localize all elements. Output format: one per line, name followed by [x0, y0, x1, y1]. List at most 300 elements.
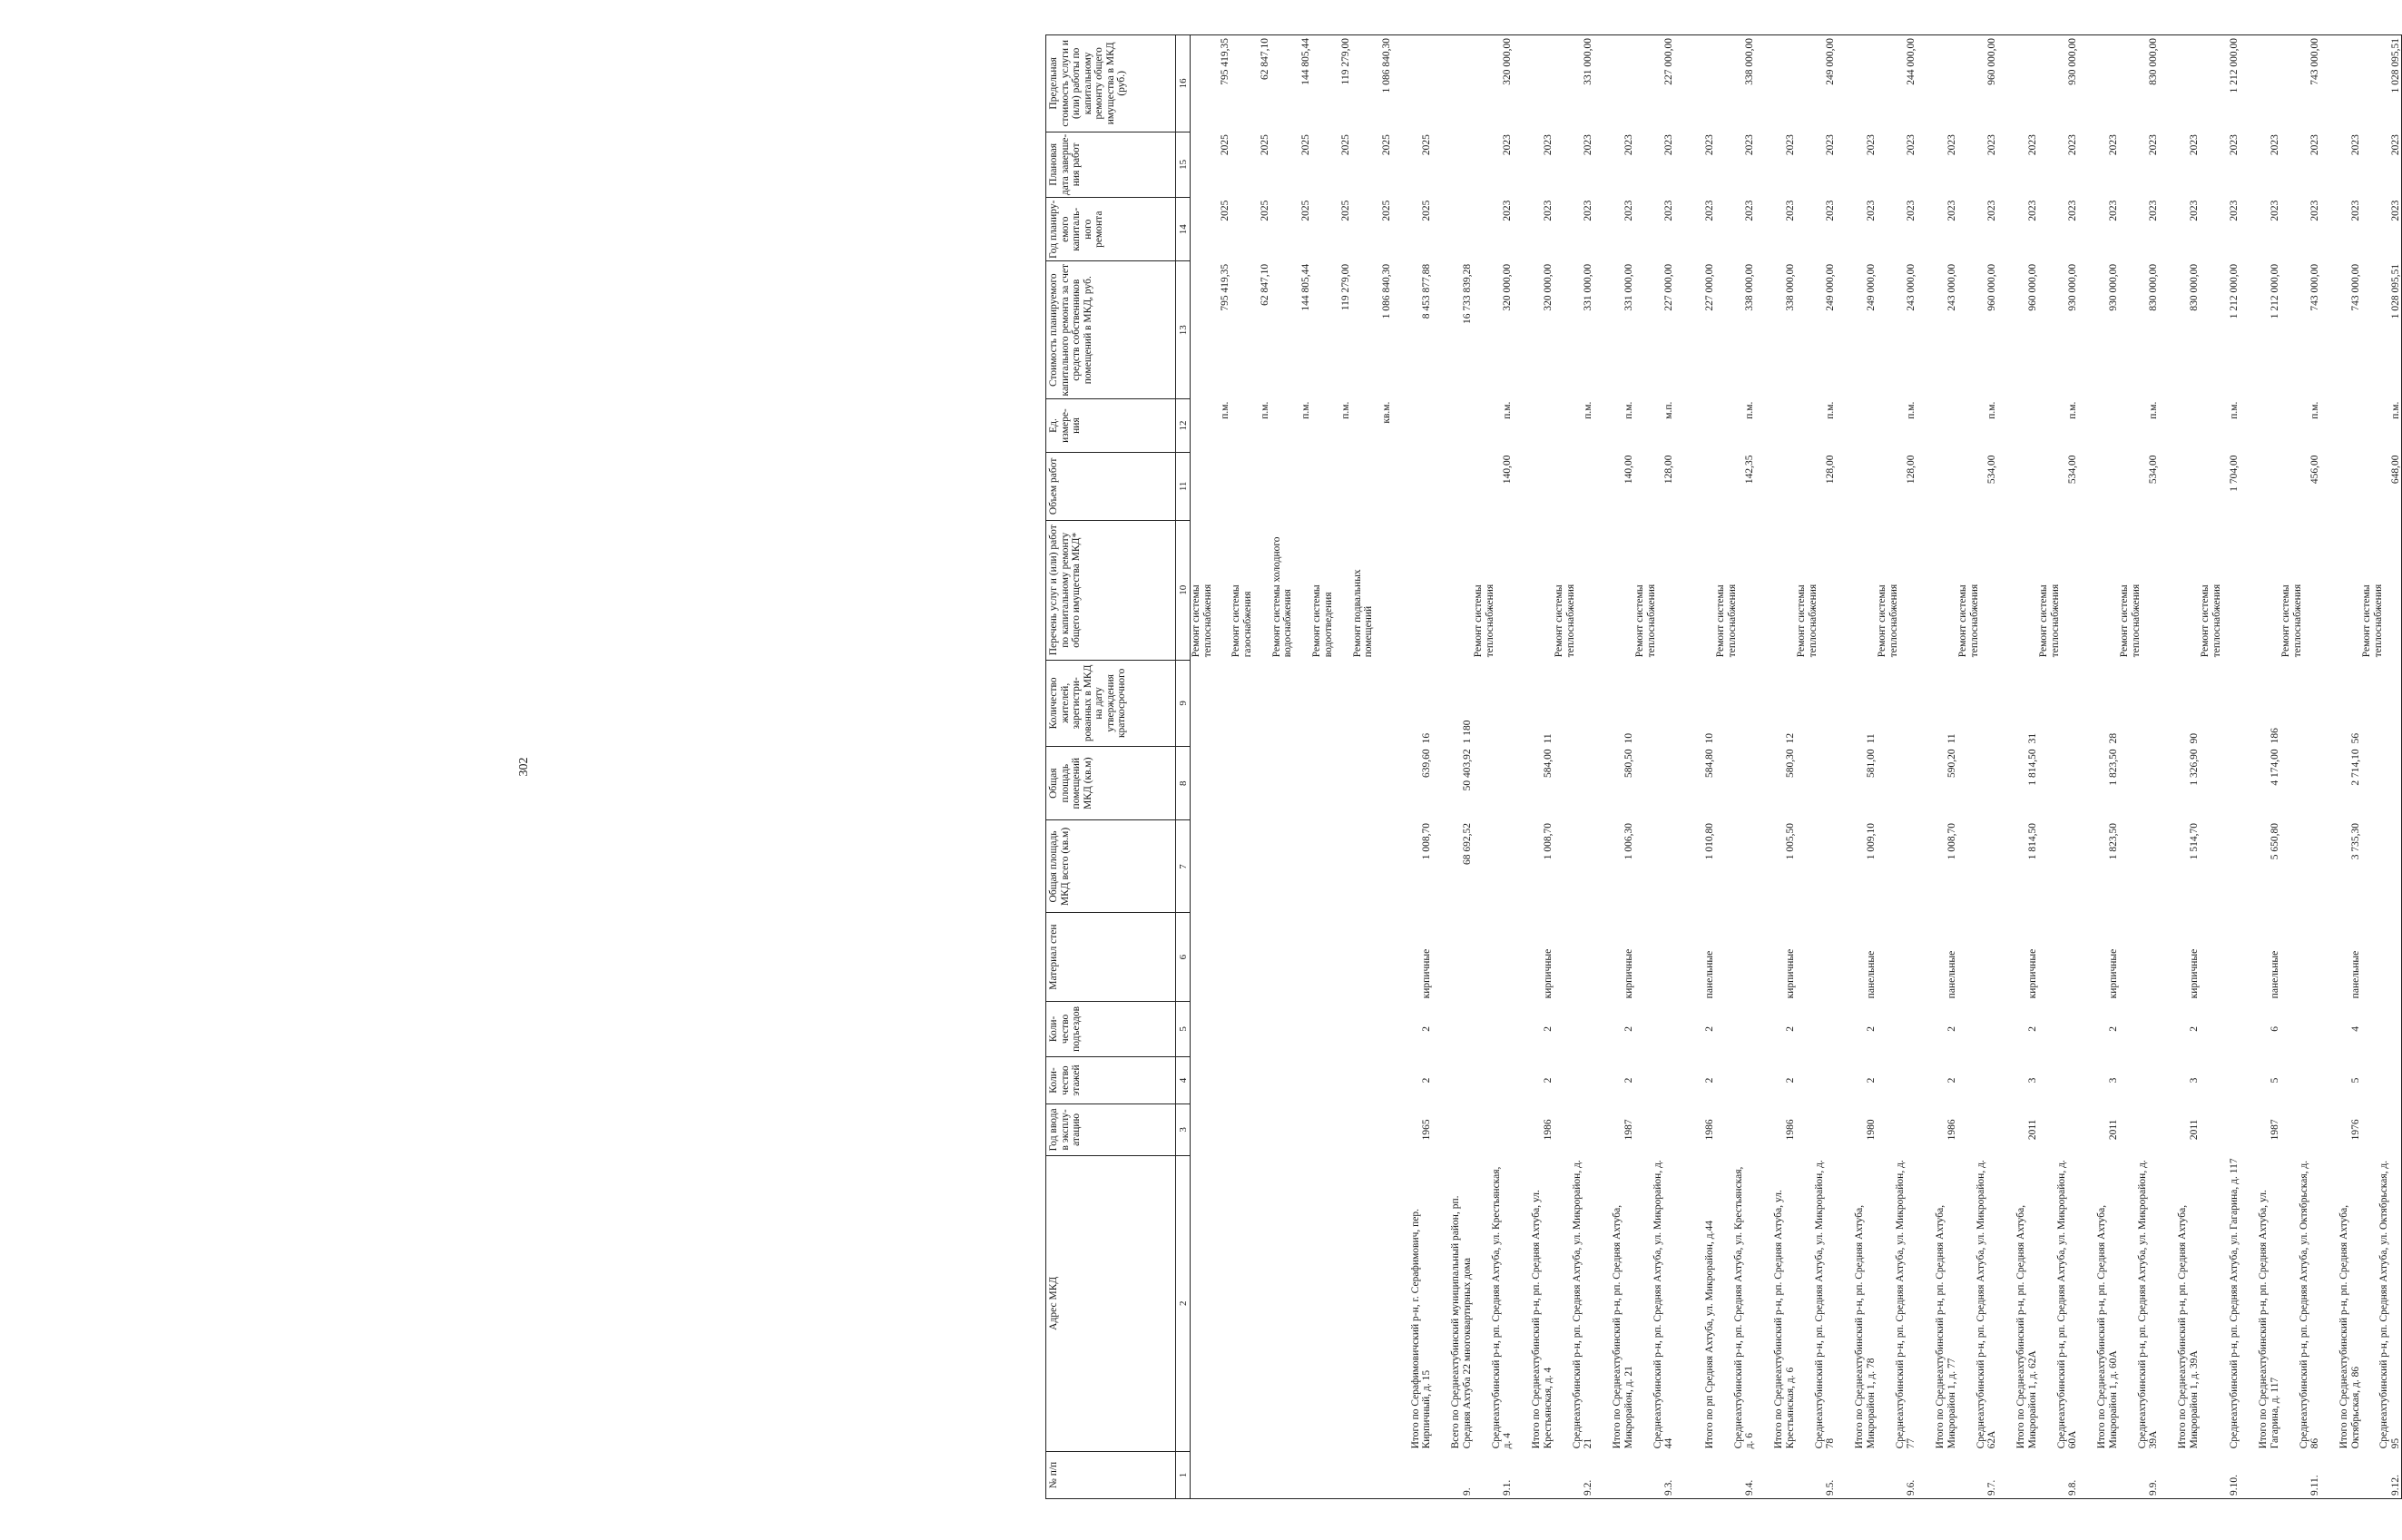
work-description-cell — [1998, 520, 2039, 660]
completion-date-cell: 2023 — [2349, 134, 2361, 156]
max-cost-cell — [2321, 35, 2362, 132]
wall-material-cell — [1191, 913, 1231, 1001]
year-built-cell — [2038, 1104, 2079, 1156]
work-volume-cell — [1756, 452, 1797, 520]
work-volume-cell — [1675, 452, 1716, 520]
unit-cell — [2240, 399, 2281, 453]
entrances-cell: 2 — [1542, 1026, 1554, 1032]
row-number — [1594, 1451, 1635, 1498]
cost-cell: 743 000,00 — [2349, 263, 2361, 311]
year-built-cell — [1634, 1104, 1675, 1156]
premises-area-cell — [1796, 746, 1837, 820]
row-number — [2160, 1451, 2201, 1498]
residents-cell: 10 — [1623, 732, 1634, 744]
table-row — [1917, 35, 1958, 1499]
floors-cell — [1957, 1056, 1998, 1104]
column-number: 7 — [1176, 820, 1191, 913]
floors-cell — [1877, 1056, 1917, 1104]
unit-cell — [1837, 399, 1877, 453]
row-number: 9.9. — [2119, 1451, 2160, 1498]
total-area-cell — [2119, 820, 2160, 913]
cost-cell: 320 000,00 — [1542, 263, 1554, 311]
address-cell: Среднеахтубинский р-н, рп. Средняя Ахтуба, ул. Микрорайон, д. 78 — [1813, 1160, 1836, 1449]
repair-year-cell: 2023 — [1542, 200, 1554, 221]
wall-material-cell — [1715, 913, 1756, 1001]
year-built-cell: 1986 — [1703, 1119, 1715, 1141]
repair-year-cell: 2023 — [2188, 200, 2200, 221]
completion-date-cell: 2023 — [2067, 134, 2078, 156]
max-cost-cell: 227 000,00 — [1634, 35, 1675, 132]
wall-material-cell: кирпичные — [2107, 948, 2119, 999]
work-description-cell — [1594, 520, 1635, 660]
col-header-total-area: Общая площадь МКД всего (кв.м) — [1046, 820, 1176, 913]
table-row — [2079, 35, 2120, 1499]
year-built-cell — [2200, 1104, 2240, 1156]
floors-cell: 2 — [1623, 1077, 1634, 1084]
max-cost-cell: 795 419,35 — [1191, 35, 1231, 132]
entrances-cell — [1230, 1001, 1271, 1056]
table-row — [1352, 35, 1393, 1499]
row-number — [1514, 1451, 1554, 1498]
unit-cell: п.м. — [1825, 401, 1836, 419]
repair-year-cell: 2023 — [1906, 200, 1917, 221]
col-header-max-cost: Предельная стоимость услуги и (или) работы по капитальному ремонту общего имущества в МКД (руб.) — [1046, 35, 1176, 132]
year-built-cell: 2011 — [2107, 1119, 2119, 1141]
floors-cell: 2 — [1946, 1077, 1957, 1084]
wall-material-cell: панельные — [1865, 950, 1877, 999]
year-built-cell: 1980 — [1865, 1119, 1877, 1141]
work-description-cell: Ремонт системы теплоснабжения — [1796, 584, 1819, 658]
year-built-cell: 1986 — [1784, 1119, 1796, 1141]
row-number — [1230, 1451, 1271, 1498]
floors-cell — [1796, 1056, 1837, 1104]
repair-year-cell: 2023 — [1502, 200, 1513, 221]
max-cost-cell: 320 000,00 — [1473, 35, 1514, 132]
completion-date-cell: 2023 — [2361, 132, 2402, 197]
floors-cell: 3 — [2188, 1077, 2200, 1084]
work-volume-cell: 128,00 — [1825, 455, 1836, 485]
work-volume-cell: 128,00 — [1663, 455, 1674, 485]
repair-year-cell: 2023 — [2269, 200, 2280, 221]
entrances-cell — [1877, 1001, 1917, 1056]
premises-area-cell — [1957, 746, 1998, 820]
unit-cell: м.п. — [1663, 401, 1674, 419]
row-number — [1271, 1451, 1312, 1498]
work-description-cell: Ремонт системы теплоснабжения — [2280, 584, 2303, 658]
unit-cell: кв.м. — [1380, 401, 1392, 424]
entrances-cell — [2119, 1001, 2160, 1056]
residents-cell: 11 — [1946, 733, 1957, 744]
year-built-cell — [1796, 1104, 1837, 1156]
wall-material-cell: кирпичные — [1421, 948, 1432, 999]
cost-cell: 1 212 000,00 — [2269, 263, 2280, 319]
premises-area-cell — [2119, 746, 2160, 820]
repair-year-cell: 2023 — [2148, 200, 2159, 221]
wall-material-cell — [1877, 913, 1917, 1001]
table-row — [1877, 35, 1917, 1499]
work-description-cell — [1514, 520, 1554, 660]
table-row — [1191, 35, 1231, 1499]
cost-cell: 930 000,00 — [2067, 263, 2078, 311]
year-built-cell — [1877, 1104, 1917, 1156]
residents-cell — [1311, 660, 1352, 746]
unit-cell — [1514, 399, 1554, 453]
repair-year-cell: 2023 — [1623, 200, 1634, 221]
year-built-cell: 2011 — [2188, 1119, 2200, 1141]
unit-cell — [1392, 399, 1433, 453]
year-built-cell — [1715, 1104, 1756, 1156]
premises-area-cell: 590,20 — [1946, 749, 1957, 779]
table-row — [1998, 35, 2039, 1499]
address-cell: Среднеахтубинский р-н, рп. Средняя Ахтуба, ул. Микрорайон, д. 60А — [2055, 1160, 2078, 1449]
col-header-cost: Стоимость планируемого капитального ремонта за счет средств собственников помещений в МКД, руб. — [1046, 261, 1176, 399]
work-volume-cell — [1837, 452, 1877, 520]
residents-cell — [1230, 660, 1271, 746]
residents-cell — [1957, 660, 1998, 746]
unit-cell: п.м. — [2309, 401, 2320, 419]
cost-cell: 338 000,00 — [1784, 263, 1796, 311]
address-cell: Итого по Среднеахтубинский р-н, рп. Средняя Ахтуба, Микрорайон, д. 21 — [1612, 1204, 1634, 1449]
unit-cell: п.м. — [1906, 401, 1917, 419]
residents-cell: 16 — [1421, 732, 1432, 744]
wall-material-cell — [1796, 913, 1837, 1001]
unit-cell: п.м. — [2229, 401, 2240, 419]
wall-material-cell — [1311, 913, 1352, 1001]
repair-year-cell: 2023 — [1825, 200, 1836, 221]
column-number: 14 — [1176, 198, 1191, 261]
col-header-number: № п/п — [1046, 1451, 1176, 1498]
row-number: 9.8. — [2038, 1451, 2079, 1498]
floors-cell: 5 — [2349, 1077, 2361, 1084]
table-row — [1715, 35, 1756, 1499]
repair-year-cell: 2023 — [2026, 200, 2038, 221]
completion-date-cell: 2023 — [1865, 134, 1877, 156]
residents-cell: 90 — [2188, 732, 2200, 744]
table-row — [1837, 35, 1877, 1499]
floors-cell: 5 — [2269, 1077, 2280, 1084]
entrances-cell — [1554, 1001, 1594, 1056]
total-area-cell — [1352, 820, 1393, 913]
entrances-cell — [2280, 1001, 2321, 1056]
address-cell: Итого по Серафимовичский р-н, г. Серафимович, пер. Кирпичный, д. 15 — [1409, 1208, 1432, 1449]
cost-cell: 960 000,00 — [2026, 263, 2038, 311]
year-built-cell — [1191, 1104, 1231, 1156]
entrances-cell: 6 — [2269, 1026, 2280, 1032]
completion-date-cell: 2023 — [2229, 134, 2240, 156]
header-row — [1046, 35, 1176, 1499]
work-description-cell: Ремонт системы водоотведения — [1311, 584, 1334, 658]
row-number — [1837, 1451, 1877, 1498]
entrances-cell — [1433, 1001, 1474, 1056]
entrances-cell — [1271, 1001, 1312, 1056]
row-number: 9. — [1433, 1451, 1474, 1498]
repair-year-cell: 2023 — [1744, 200, 1755, 221]
wall-material-cell — [1271, 913, 1312, 1001]
repair-year-cell: 2023 — [1663, 200, 1674, 221]
max-cost-cell: 830 000,00 — [2119, 35, 2160, 132]
address-cell: Среднеахтубинский р-н, рп. Средняя Ахтуба, ул. Гагарина, д. 117 — [2229, 1158, 2240, 1449]
wall-material-cell — [1473, 913, 1514, 1001]
wall-material-cell — [1433, 913, 1474, 1001]
repair-year-cell: 2023 — [2067, 200, 2078, 221]
entrances-cell — [1352, 1001, 1393, 1056]
total-area-cell: 5 650,80 — [2269, 822, 2280, 860]
wall-material-cell — [2119, 913, 2160, 1001]
total-area-cell: 1 814,50 — [2026, 822, 2038, 860]
max-cost-cell: 1 086 840,30 — [1352, 35, 1393, 132]
completion-date-cell: 2023 — [1703, 134, 1715, 156]
work-volume-cell — [1271, 452, 1312, 520]
repair-year-cell: 2023 — [2229, 200, 2240, 221]
address-cell: Среднеахтубинский р-н, рп. Средняя Ахтуба, ул. Микрорайон, д. 39А — [2136, 1160, 2159, 1449]
residents-cell: 1 180 — [1461, 720, 1473, 744]
cost-cell: 960 000,00 — [1986, 263, 1997, 311]
max-cost-cell: 1 028 095,51 — [2361, 35, 2402, 132]
work-volume-cell: 1 704,00 — [2229, 455, 2240, 492]
table-row — [2038, 35, 2079, 1499]
cost-cell: 743 000,00 — [2309, 263, 2320, 311]
address-cell: Среднеахтубинский р-н, рп. Средняя Ахтуба, ул. Микрорайон, д. 62А — [1975, 1160, 1997, 1449]
wall-material-cell: панельные — [2269, 950, 2280, 999]
address-cell: Итого по рп Средняя Ахтуба, ул. Микрорайон, д.44 — [1703, 1220, 1715, 1449]
col-header-repair-year: Год планиру-емого капиталь-ного ремонта — [1046, 198, 1176, 261]
table-row — [2119, 35, 2160, 1499]
work-description-cell — [2321, 520, 2362, 660]
work-description-cell — [2160, 520, 2201, 660]
premises-area-cell — [2361, 746, 2402, 820]
residents-cell — [2200, 660, 2240, 746]
table-row — [1271, 35, 1312, 1499]
row-number — [1311, 1451, 1352, 1498]
completion-date-cell: 2025 — [1421, 134, 1432, 156]
wall-material-cell: панельные — [1703, 950, 1715, 999]
table-row — [1473, 35, 1514, 1499]
wall-material-cell: кирпичные — [1542, 948, 1554, 999]
year-built-cell: 1986 — [1542, 1119, 1554, 1141]
floors-cell — [1271, 1056, 1312, 1104]
max-cost-cell: 331 000,00 — [1554, 35, 1594, 132]
work-volume-cell: 456,00 — [2309, 455, 2320, 485]
premises-area-cell: 580,50 — [1623, 749, 1634, 779]
column-number: 9 — [1176, 660, 1191, 746]
floors-cell: 2 — [1784, 1077, 1796, 1084]
repair-year-cell: 2023 — [2349, 200, 2361, 221]
work-volume-cell: 534,00 — [2148, 455, 2159, 485]
completion-date-cell: 2025 — [1380, 134, 1392, 156]
wall-material-cell — [1957, 913, 1998, 1001]
address-cell: Итого по Среднеахтубинский р-н, рп. Средняя Ахтуба, ул. Крестьянская, д. 6 — [1773, 1190, 1796, 1449]
premises-area-cell — [2200, 746, 2240, 820]
row-number: 9.2. — [1554, 1451, 1594, 1498]
address-cell: Итого по Среднеахтубинский р-н, рп. Средняя Ахтуба, Микрорайон 1, д. 77 — [1935, 1204, 1957, 1449]
row-number — [1756, 1451, 1797, 1498]
table-row — [1230, 35, 1271, 1499]
max-cost-cell: 1 212 000,00 — [2200, 35, 2240, 132]
cost-cell: 331 000,00 — [1623, 263, 1634, 311]
premises-area-cell — [2280, 746, 2321, 820]
cost-cell: 320 000,00 — [1502, 263, 1513, 311]
work-description-cell — [1917, 520, 1958, 660]
address-cell: Итого по Среднеахтубинский р-н, рп. Средняя Ахтуба, ул. Гагарина, д. 117 — [2258, 1190, 2280, 1449]
total-area-cell — [1230, 820, 1271, 913]
cost-cell: 1 086 840,30 — [1380, 263, 1392, 319]
floors-cell — [2280, 1056, 2321, 1104]
wall-material-cell — [1634, 913, 1675, 1001]
entrances-cell: 2 — [1946, 1026, 1957, 1032]
total-area-cell — [1796, 820, 1837, 913]
floors-cell — [2361, 1056, 2402, 1104]
cost-cell: 1 212 000,00 — [2229, 263, 2240, 319]
col-header-volume: Объем работ — [1046, 452, 1176, 520]
year-built-cell — [2119, 1104, 2160, 1156]
max-cost-cell: 930 000,00 — [2038, 35, 2079, 132]
work-volume-cell: 128,00 — [1906, 455, 1917, 485]
premises-area-cell — [1271, 746, 1312, 820]
repair-year-cell: 2023 — [1865, 200, 1877, 221]
repair-year-cell: 2025 — [1421, 200, 1432, 221]
repair-year-cell: 2023 — [2309, 200, 2320, 221]
unit-cell: п.м. — [1623, 401, 1634, 419]
completion-date-cell: 2023 — [1623, 134, 1634, 156]
work-description-cell: Ремонт системы теплоснабжения — [1191, 584, 1213, 658]
wall-material-cell — [2200, 913, 2240, 1001]
premises-area-cell: 1 326,90 — [2188, 749, 2200, 786]
completion-date-cell: 2025 — [1219, 134, 1230, 156]
work-volume-cell — [1311, 452, 1352, 520]
max-cost-cell — [1756, 35, 1797, 132]
row-number: 9.4. — [1715, 1451, 1756, 1498]
work-description-cell — [2079, 520, 2120, 660]
unit-cell: п.м. — [2148, 401, 2159, 419]
col-header-wall-material: Материал стен — [1046, 913, 1176, 1001]
work-volume-cell — [1191, 452, 1231, 520]
col-header-year-built: Год ввода в эксплу-атацию — [1046, 1104, 1176, 1156]
work-description-cell: Ремонт системы теплоснабжения — [1634, 584, 1657, 658]
residents-cell — [1352, 660, 1393, 746]
total-area-cell — [1715, 820, 1756, 913]
year-built-cell — [1433, 1104, 1474, 1156]
work-volume-cell — [1392, 452, 1433, 520]
cost-cell: 62 847,10 — [1260, 263, 1270, 306]
table-row — [2361, 35, 2402, 1499]
col-header-residents: Количество жителей, зарегистри-рованных в МКД на дату утверждения краткосрочного — [1046, 660, 1176, 746]
completion-date-cell: 2023 — [1663, 134, 1674, 156]
entrances-cell — [1715, 1001, 1756, 1056]
address-cell: Среднеахтубинский р-н, рп. Средняя Ахтуба, ул. Крестьянская, д. 6 — [1732, 1166, 1755, 1449]
year-built-cell — [1554, 1104, 1594, 1156]
premises-area-cell — [1877, 746, 1917, 820]
cost-cell: 249 000,00 — [1825, 263, 1836, 311]
total-area-cell — [1554, 820, 1594, 913]
max-cost-cell: 249 000,00 — [1796, 35, 1837, 132]
residents-cell — [1877, 660, 1917, 746]
work-volume-cell — [1352, 452, 1393, 520]
row-number — [1917, 1451, 1958, 1498]
total-area-cell: 3 735,30 — [2349, 822, 2361, 860]
entrances-cell — [2361, 1001, 2402, 1056]
table-row — [1634, 35, 1675, 1499]
premises-area-cell — [2038, 746, 2079, 820]
residents-cell — [1634, 660, 1675, 746]
total-area-cell: 1 005,50 — [1784, 822, 1796, 860]
unit-cell: п.м. — [2361, 399, 2402, 453]
repair-year-cell: 2023 — [1784, 200, 1796, 221]
total-area-cell: 1 009,10 — [1865, 822, 1877, 860]
wall-material-cell — [1352, 913, 1393, 1001]
column-number: 6 — [1176, 913, 1191, 1001]
premises-area-cell: 580,30 — [1784, 749, 1796, 779]
col-header-address: Адрес МКД — [1046, 1155, 1176, 1451]
max-cost-cell — [1917, 35, 1958, 132]
wall-material-cell — [2038, 913, 2079, 1001]
col-header-floors: Коли-чество этажей — [1046, 1056, 1176, 1104]
work-volume-cell: 140,00 — [1623, 455, 1634, 485]
floors-cell: 3 — [2026, 1077, 2038, 1084]
repair-year-cell: 2023 — [1946, 200, 1957, 221]
work-volume-cell — [1433, 452, 1474, 520]
address-cell: Итого по Среднеахтубинский р-н, рп. Средняя Ахтуба, Микрорайон 1, д. 60А — [2096, 1204, 2119, 1449]
work-volume-cell: 142,35 — [1744, 455, 1755, 485]
repair-year-cell: 2023 — [1583, 200, 1593, 221]
max-cost-cell: 960 000,00 — [1957, 35, 1998, 132]
total-area-cell — [1473, 820, 1514, 913]
residents-cell — [2119, 660, 2160, 746]
floors-cell — [2200, 1056, 2240, 1104]
unit-cell — [2160, 399, 2201, 453]
row-number — [2321, 1451, 2362, 1498]
residents-cell — [2280, 660, 2321, 746]
cost-cell: 338 000,00 — [1744, 263, 1755, 311]
column-number: 4 — [1176, 1056, 1191, 1104]
repair-year-cell: 2023 — [1986, 200, 1997, 221]
entrances-cell — [1473, 1001, 1514, 1056]
cost-cell: 144 805,44 — [1299, 263, 1311, 311]
year-built-cell: 1976 — [2349, 1119, 2361, 1141]
floors-cell — [1191, 1056, 1231, 1104]
work-description-cell — [1392, 520, 1433, 660]
premises-area-cell: 581,00 — [1865, 749, 1877, 779]
wall-material-cell — [1554, 913, 1594, 1001]
row-number: 9.1. — [1473, 1451, 1514, 1498]
work-volume-cell — [2160, 452, 2201, 520]
unit-cell — [2079, 399, 2120, 453]
entrances-cell — [1796, 1001, 1837, 1056]
cost-cell: 16 733 839,28 — [1461, 263, 1473, 324]
row-number: 9.6. — [1877, 1451, 1917, 1498]
entrances-cell: 4 — [2349, 1026, 2361, 1032]
row-number — [2079, 1451, 2120, 1498]
column-number: 11 — [1176, 452, 1191, 520]
total-area-cell — [1634, 820, 1675, 913]
table-row — [1392, 35, 1433, 1499]
residents-cell: 186 — [2269, 728, 2280, 744]
year-built-cell — [2280, 1104, 2321, 1156]
address-cell: Итого по Среднеахтубинский р-н, рп. Средняя Ахтуба, Октябрьская, д. 86 — [2338, 1204, 2361, 1449]
row-number — [2240, 1451, 2281, 1498]
total-area-cell: 68 692,52 — [1461, 822, 1473, 865]
residents-cell — [1554, 660, 1594, 746]
completion-date-cell: 2023 — [1906, 134, 1917, 156]
total-area-cell — [1957, 820, 1998, 913]
max-cost-cell: 743 000,00 — [2280, 35, 2321, 132]
cost-cell: 830 000,00 — [2188, 263, 2200, 311]
floors-cell: 2 — [1542, 1077, 1554, 1084]
work-description-cell — [2240, 520, 2281, 660]
work-volume-cell: 648,00 — [2361, 452, 2402, 520]
wall-material-cell — [1230, 913, 1271, 1001]
max-cost-cell — [2240, 35, 2281, 132]
cost-cell: 930 000,00 — [2107, 263, 2119, 311]
